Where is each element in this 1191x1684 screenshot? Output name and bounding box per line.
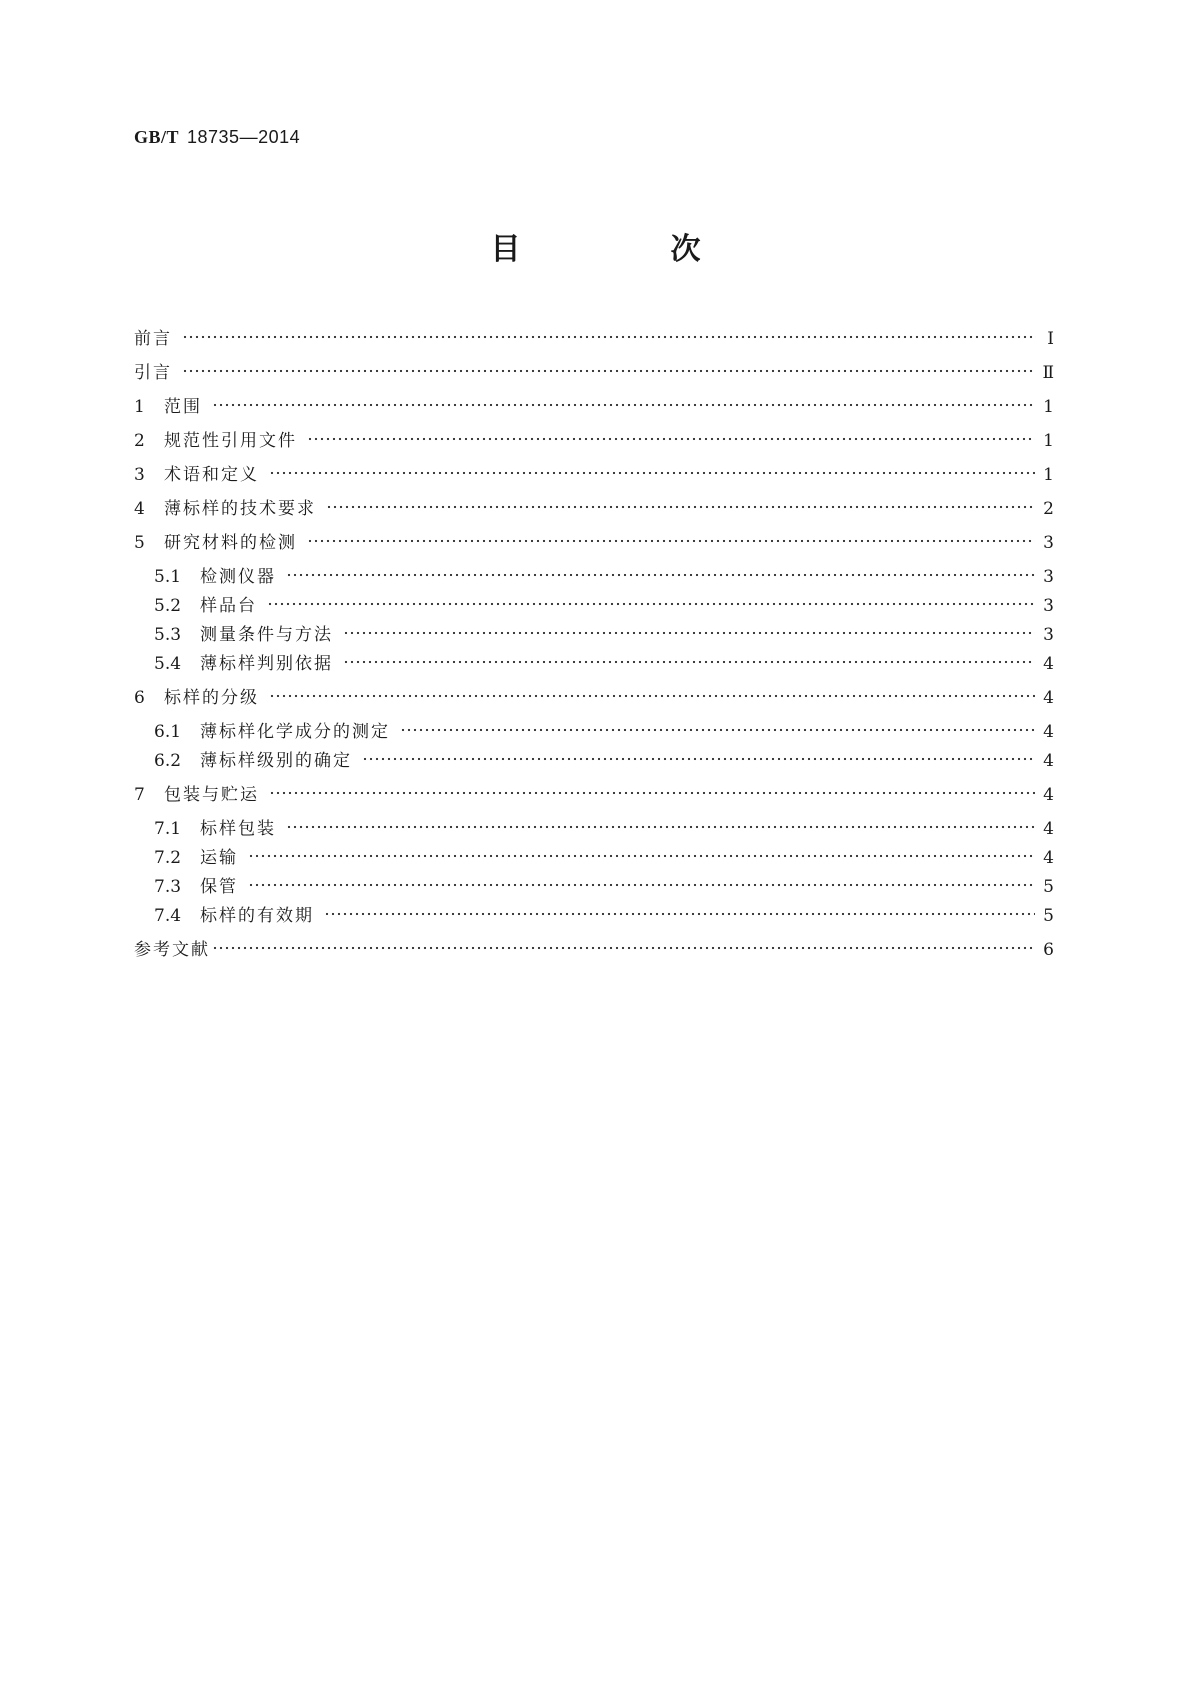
toc-entry-page: Ⅰ	[1047, 329, 1054, 349]
toc-entry-page: 4	[1043, 654, 1054, 674]
toc-entry-page: 6	[1043, 940, 1054, 960]
toc-entry-label: 检测仪器	[200, 567, 276, 587]
toc-entry-3[interactable]	[134, 462, 1054, 488]
toc-entry-label: 运输	[200, 848, 238, 868]
toc-entry-label: 包装与贮运	[164, 785, 259, 805]
toc-entry-page: 3	[1043, 567, 1054, 587]
toc-leader-dots	[267, 602, 1035, 606]
toc-entry-number: 6.2	[154, 751, 182, 771]
toc-entry-number: 2	[134, 431, 145, 451]
toc-entry-number: 5	[134, 533, 145, 553]
toc-leader-dots	[343, 631, 1035, 635]
toc-entry-page: 4	[1043, 722, 1054, 742]
toc-leader-dots	[286, 573, 1035, 577]
toc-entry-label: 范围	[164, 397, 202, 417]
standard-header	[134, 127, 300, 148]
toc-entry-label: 测量条件与方法	[200, 625, 333, 645]
toc-entry-page: 3	[1043, 533, 1054, 553]
toc-entry-page: 5	[1043, 906, 1054, 926]
toc-entry-label: 薄标样级别的确定	[200, 751, 352, 771]
toc-entry-4[interactable]	[134, 496, 1054, 522]
toc-entry-label: 前言	[134, 329, 172, 349]
toc-entry-label: 标样的分级	[164, 688, 259, 708]
toc-entry-number: 1	[134, 397, 145, 417]
toc-leader-dots	[307, 539, 1035, 543]
toc-entry-number: 5.4	[154, 654, 182, 674]
toc-entry-page: 1	[1043, 465, 1054, 485]
toc-entry-number: 7.1	[154, 819, 182, 839]
toc-entry-label: 标样的有效期	[200, 906, 314, 926]
toc-entry-number: 5.2	[154, 596, 182, 616]
standard-code: GB/T	[134, 127, 180, 147]
toc-entry-page: 4	[1043, 751, 1054, 771]
toc-leader-dots	[212, 946, 1035, 950]
toc-entry-page: 4	[1043, 819, 1054, 839]
toc-entry-6-1[interactable]	[154, 719, 1054, 745]
toc-entry-5-4[interactable]	[154, 651, 1054, 677]
toc-entry-number: 3	[134, 465, 145, 485]
toc-entry-label: 引言	[134, 363, 172, 383]
toc-entry-number: 7.2	[154, 848, 182, 868]
toc-entry-label: 参考文献	[134, 940, 210, 960]
toc-entry-page: 4	[1043, 848, 1054, 868]
toc-entry-page: Ⅱ	[1042, 363, 1054, 383]
toc-entry-2[interactable]	[134, 428, 1054, 454]
toc-entry-page: 3	[1043, 596, 1054, 616]
toc-entry-page: 4	[1043, 688, 1054, 708]
toc-leader-dots	[248, 854, 1035, 858]
toc-leader-dots	[182, 369, 1034, 373]
toc-leader-dots	[269, 791, 1035, 795]
toc-leader-dots	[324, 912, 1035, 916]
toc-entry-5[interactable]	[134, 530, 1054, 556]
toc-entry-7[interactable]	[134, 782, 1054, 808]
toc-entry-label: 薄标样判别依据	[200, 654, 333, 674]
toc-entry-label: 规范性引用文件	[164, 431, 297, 451]
toc-entry-label: 研究材料的检测	[164, 533, 297, 553]
toc-entry-preface[interactable]	[134, 326, 1054, 352]
standard-number: 18735—2014	[187, 127, 301, 147]
toc-entry-number: 7.3	[154, 877, 182, 897]
toc-leader-dots	[362, 757, 1035, 761]
toc-leader-dots	[400, 728, 1035, 732]
toc-entry-bibliography[interactable]	[134, 937, 1054, 963]
toc-leader-dots	[269, 471, 1035, 475]
toc-entry-label: 薄标样的技术要求	[164, 499, 316, 519]
toc-leader-dots	[269, 694, 1035, 698]
toc-entry-introduction[interactable]	[134, 360, 1054, 386]
toc-entry-6-2[interactable]	[154, 748, 1054, 774]
toc-entry-page: 3	[1043, 625, 1054, 645]
toc-leader-dots	[307, 437, 1035, 441]
toc-title: 目 次	[490, 232, 761, 267]
toc-entry-number: 6	[134, 688, 145, 708]
toc-entry-7-3[interactable]	[154, 874, 1054, 900]
toc-leader-dots	[182, 335, 1036, 339]
toc-entry-5-2[interactable]	[154, 593, 1054, 619]
toc-entry-label: 保管	[200, 877, 238, 897]
toc-entry-page: 4	[1043, 785, 1054, 805]
toc-entry-page: 1	[1043, 397, 1054, 417]
toc-entry-7-4[interactable]	[154, 903, 1054, 929]
toc-entry-6[interactable]	[134, 685, 1054, 711]
toc-entry-5-1[interactable]	[154, 564, 1054, 590]
toc-entry-page: 5	[1043, 877, 1054, 897]
toc-leader-dots	[286, 825, 1035, 829]
toc-leader-dots	[248, 883, 1035, 887]
toc-entry-label: 标样包装	[200, 819, 276, 839]
toc-entry-number: 7	[134, 785, 145, 805]
toc-entry-label: 样品台	[200, 596, 257, 616]
toc-leader-dots	[326, 505, 1035, 509]
toc-entry-7-1[interactable]	[154, 816, 1054, 842]
toc-leader-dots	[212, 403, 1035, 407]
toc-entry-number: 5.1	[154, 567, 182, 587]
toc-entry-5-3[interactable]	[154, 622, 1054, 648]
toc-entry-page: 2	[1043, 499, 1054, 519]
toc-entry-number: 4	[134, 499, 145, 519]
toc-entry-page: 1	[1043, 431, 1054, 451]
toc-entry-number: 7.4	[154, 906, 182, 926]
toc-entry-label: 术语和定义	[164, 465, 259, 485]
toc-entry-number: 5.3	[154, 625, 182, 645]
toc-entry-label: 薄标样化学成分的测定	[200, 722, 390, 742]
toc-entry-7-2[interactable]	[154, 845, 1054, 871]
toc-entry-1[interactable]	[134, 394, 1054, 420]
toc-leader-dots	[343, 660, 1035, 664]
toc-entry-number: 6.1	[154, 722, 182, 742]
